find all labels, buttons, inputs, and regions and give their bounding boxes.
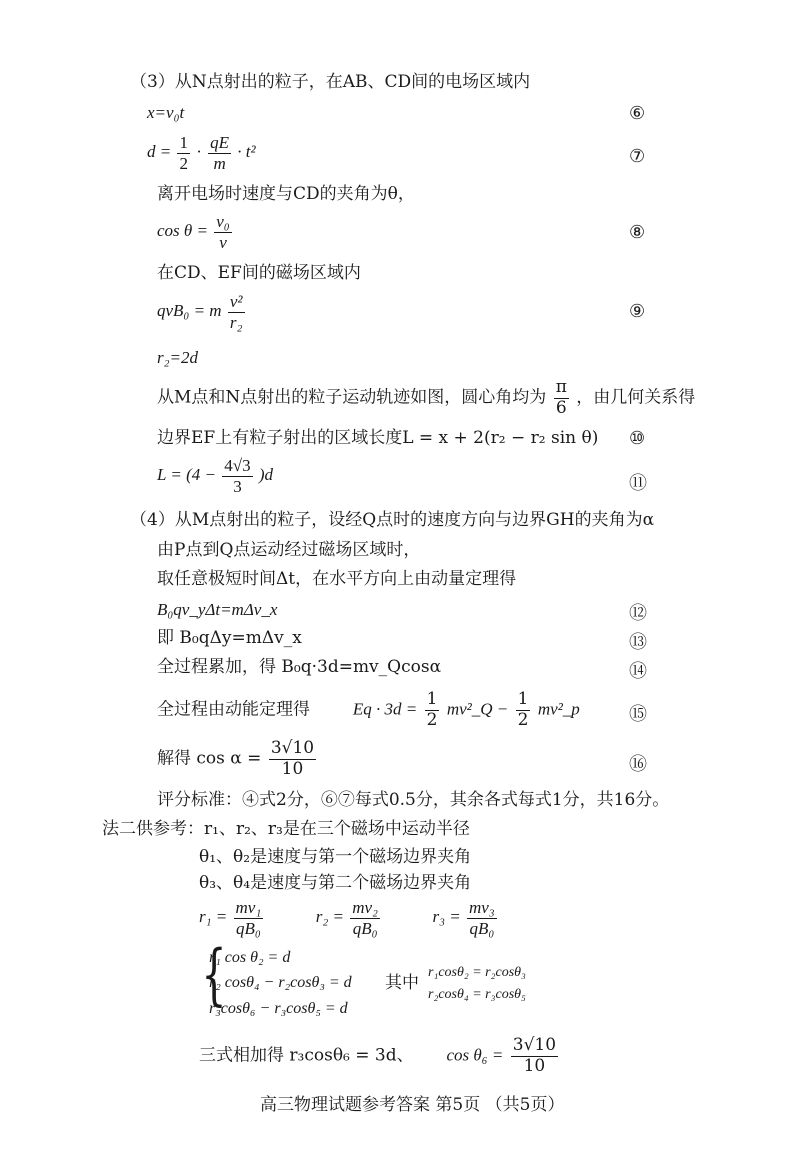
r2-value: r₂=2d — [157, 348, 198, 367]
eq13: 即 B₀qΔy=mΔv_x — [157, 628, 302, 648]
angle-line: 离开电场时速度与CD的夹角为θ， — [157, 184, 415, 204]
eq15: 全过程由动能定理得 Eq · 3d = $\frac{1}{2}$ mv²_Q − $\frac{1}{2}$ mv²_p — [157, 689, 580, 730]
eq16: 解得 cos α = $\frac{3√10}{10}$ — [157, 738, 315, 779]
eq-number-6: ⑥ — [629, 103, 646, 124]
eq-number-7: ⑦ — [629, 146, 646, 167]
eq7: d = $\frac{1}{2}$ · $\frac{qE}{m}$ · t² — [147, 133, 256, 173]
page-footer: 高三物理试题参考答案 第5页 （共5页） — [260, 1095, 565, 1115]
eq6: x=v₀t — [147, 103, 185, 122]
part3-intro: （3）从N点射出的粒子，在AB、CD间的电场区域内 — [130, 72, 531, 92]
radius-formulas: r₁ = $\frac{\text{mv₁}}{\text{qB₀}}$ r₂ = $\frac{\text{mv₂}}{\text{qB₀}}$ r₃ = $\frac{\text{mv₃}}{\text{qB₀}}$ — [199, 898, 495, 938]
scoring-standard: 评分标准：④式2分，⑥⑦每式0.5分，其余各式每式1分，共16分。 — [157, 790, 670, 810]
left-brace: { — [201, 936, 227, 1013]
eq-number-16: ⑯ — [629, 754, 647, 775]
eq8: cos θ = $\frac{\text{v₀}}{v}$ — [157, 212, 230, 252]
track-line: 从M点和N点射出的粒子运动轨迹如图，圆心角均为 $\frac{\pi}{6}$ ，由几何关系得 — [157, 377, 696, 418]
where-eq2: r₂cosθ₄ = r₃cosθ₅ — [428, 987, 526, 1002]
method2-title: 法二供参考：r₁、r₂、r₃是在三个磁场中运动半径 — [102, 819, 470, 839]
eq-number-8: ⑧ — [629, 222, 646, 243]
eq12: B₀qv_yΔt=mΔv_x — [157, 600, 278, 619]
method2-line3: θ₃、θ₄是速度与第二个磁场边界夹角 — [199, 873, 472, 893]
system-eq2: r₂ cosθ₄ − r₂cosθ₃ = d — [209, 974, 352, 991]
part4-line2: 由P点到Q点运动经过磁场区域时， — [157, 540, 421, 560]
eq-number-14: ⑭ — [629, 661, 647, 682]
eq9: qvB₀ = m $\frac{\text{v²}}{\text{r₂}}$ — [157, 292, 243, 332]
eq11: L = (4 − $\frac{4√3}{3}$ )d — [157, 456, 274, 496]
eq-number-15: ⑮ — [629, 704, 647, 725]
magnetic-line: 在CD、EF间的磁场区域内 — [157, 263, 361, 283]
eq-number-13: ⑬ — [629, 632, 647, 653]
eq14: 全过程累加，得 B₀q·3d=mv_Qcosα — [157, 657, 442, 677]
part4-intro: （4）从M点射出的粒子，设经Q点时的速度方向与边界GH的夹角为α — [130, 510, 655, 530]
eq-number-10: ⑩ — [629, 428, 646, 449]
system-eq1: r₁ cos θ₂ = d — [209, 949, 291, 966]
sum-result: 三式相加得 r₃cosθ₆ = 3d、 cos θ₆ = $\frac{3√10}{10}$ — [199, 1035, 557, 1076]
method2-line2: θ₁、θ₂是速度与第一个磁场边界夹角 — [199, 847, 472, 867]
where-label: 其中 — [385, 973, 419, 993]
system-eq3: r₃cosθ₆ − r₃cosθ₅ = d — [209, 1000, 348, 1017]
eq-number-9: ⑨ — [629, 301, 646, 322]
eq10: 边界EF上有粒子射出的区域长度L = x + 2(r₂ − r₂ sin θ) — [157, 428, 599, 448]
eq-number-11: ⑪ — [629, 473, 647, 494]
eq-number-12: ⑫ — [629, 603, 647, 624]
where-eq1: r₁cosθ₂ = r₂cosθ₃ — [428, 965, 526, 980]
part4-line3: 取任意极短时间Δt，在水平方向上由动量定理得 — [157, 569, 517, 589]
